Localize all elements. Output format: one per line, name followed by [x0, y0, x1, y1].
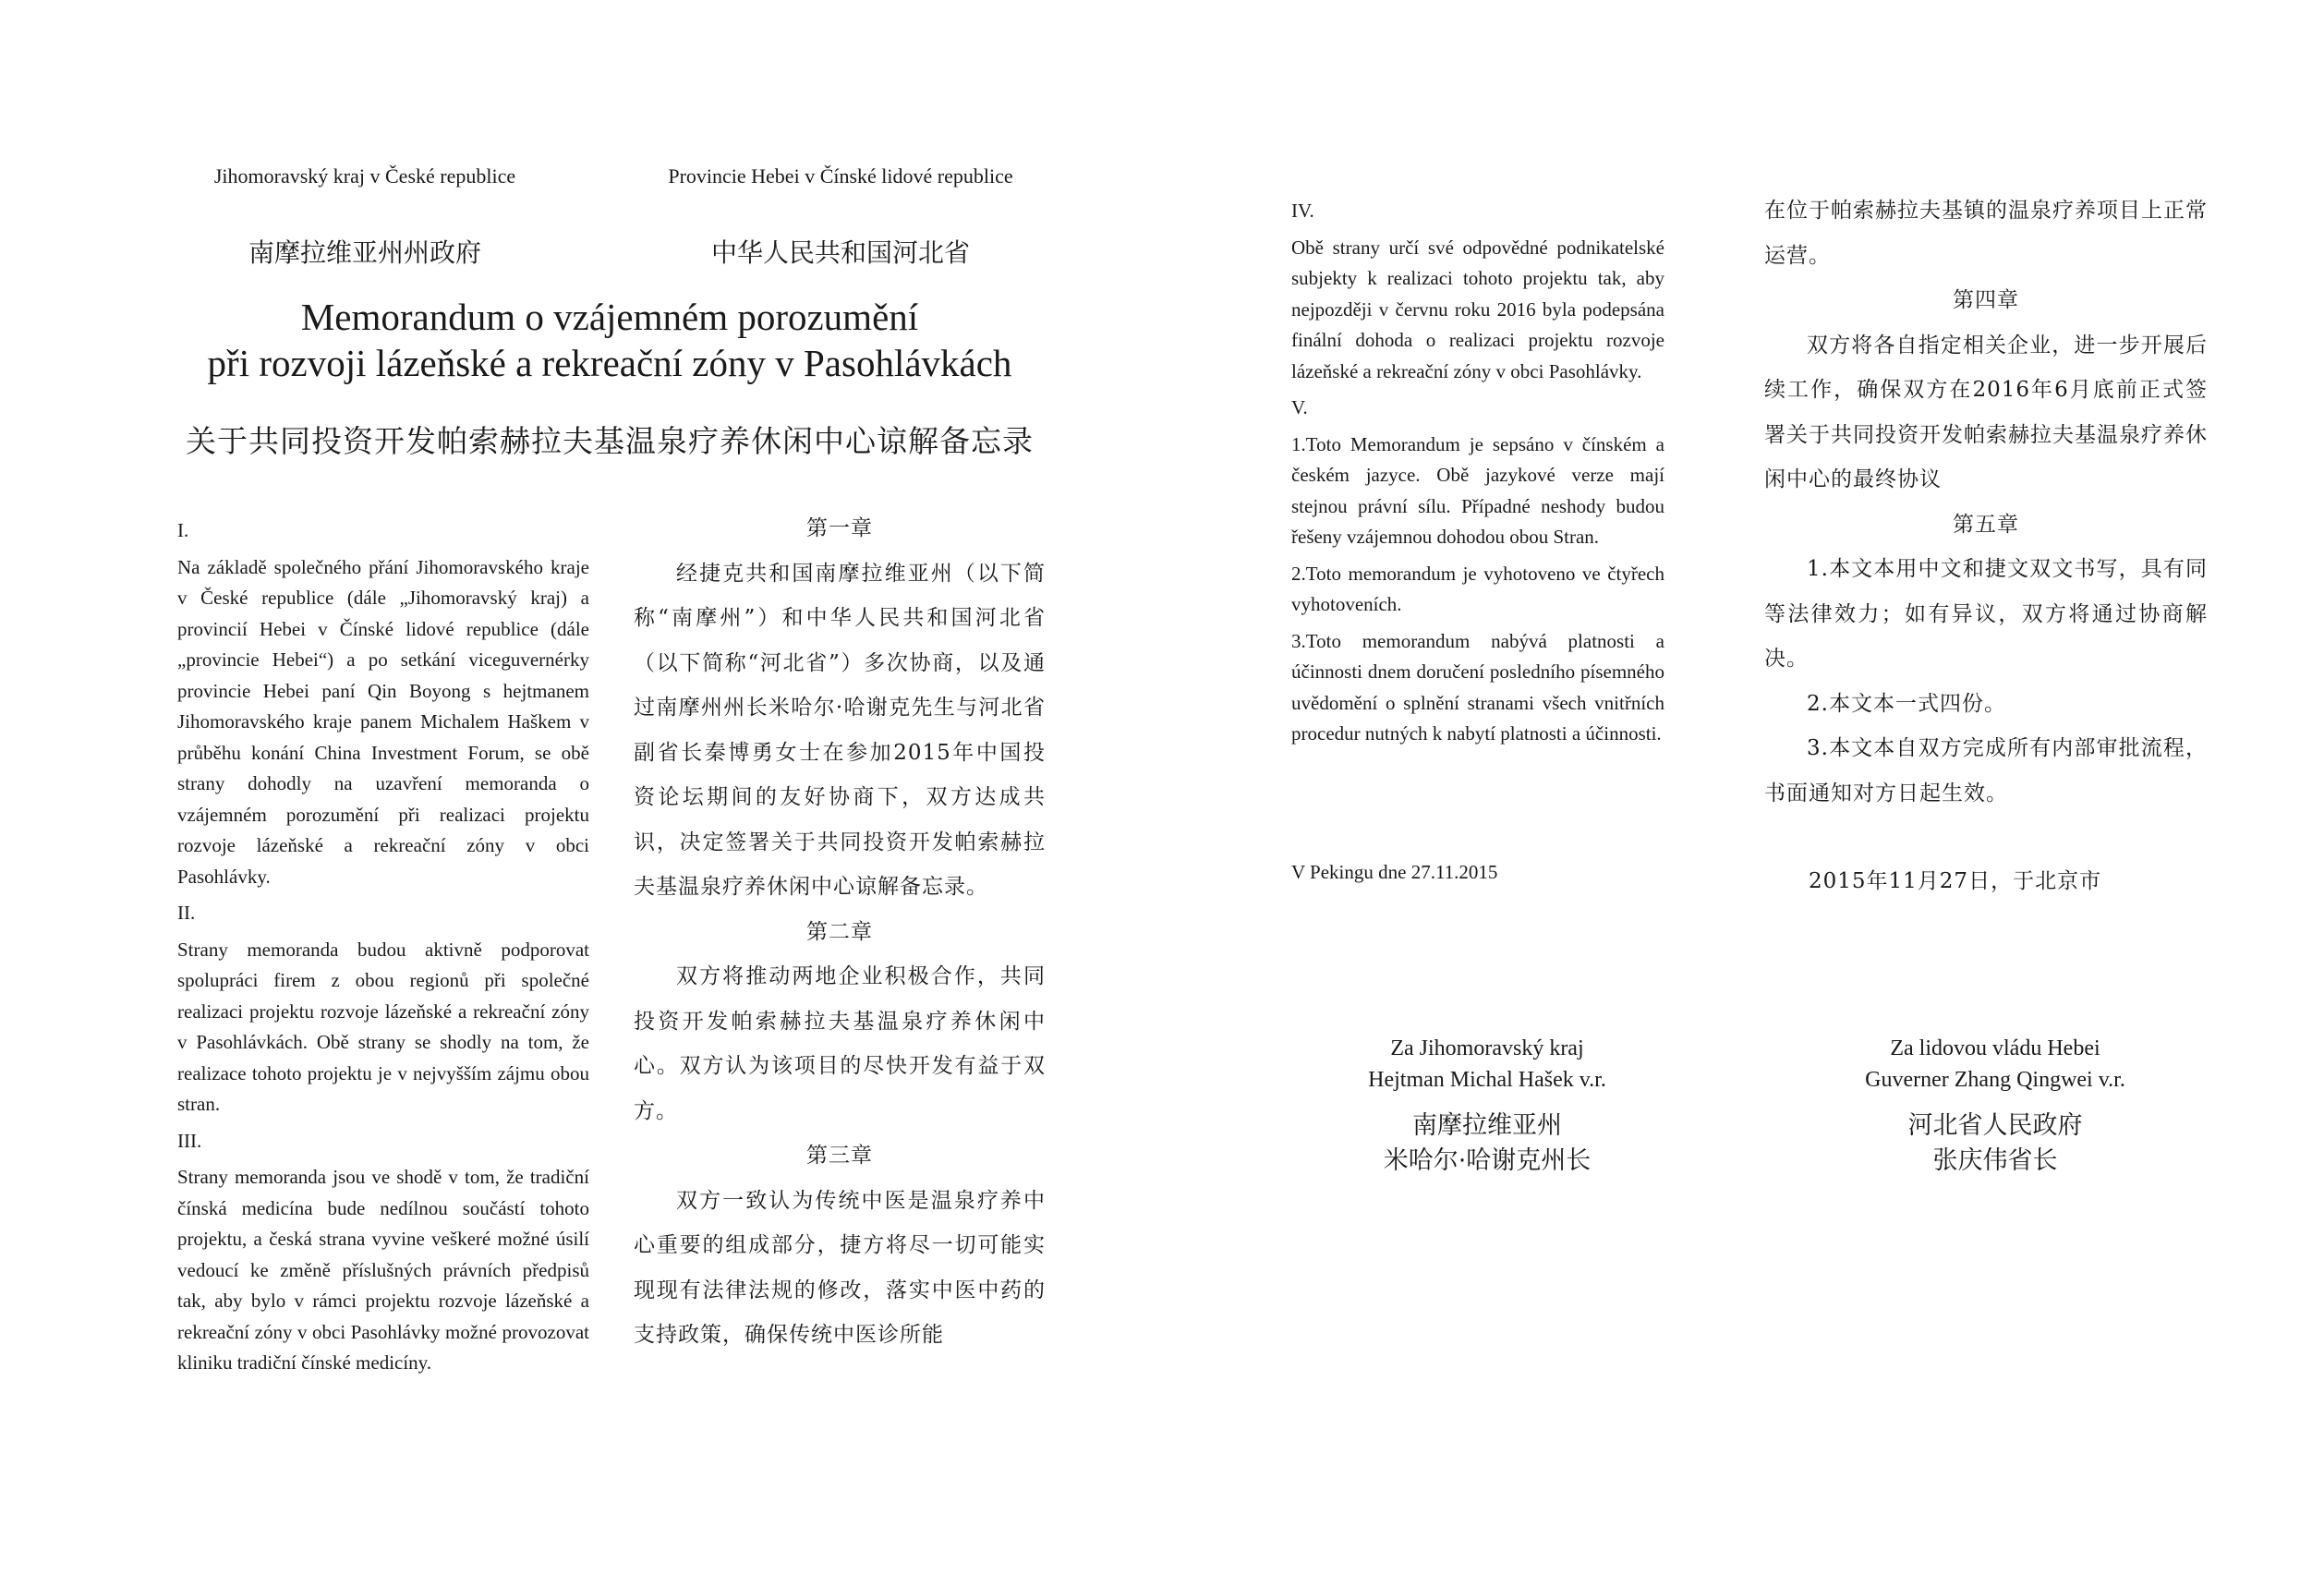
- section-5-paragraph-3: 3.Toto memorandum nabývá platnosti a účinnosti dnem doručení posledního písemného uvědomění o splnění stranami všech vnitřních procedur nutných k nabytí platnosti a účinnosti.: [1291, 629, 1664, 745]
- cz-left-column: [177, 514, 589, 1385]
- section-5-number: V.: [1291, 396, 1308, 418]
- chapter-4-title: 第四章: [1953, 288, 2019, 312]
- title-zh: 关于共同投资开发帕索赫拉夫基温泉疗养休闲中心谅解备忘录: [186, 423, 1034, 459]
- header-right-cz: Provincie Hebei v Čínské lidové republice: [668, 164, 1013, 188]
- chapter-1-title: 第一章: [806, 516, 873, 540]
- header-right-zh: 中华人民共和国河北省: [710, 237, 970, 268]
- section-5-paragraph-2: 2.Toto memorandum je vyhotoveno ve čtyřech vyhotoveních.: [1291, 562, 1664, 615]
- header-left-cz: Jihomoravský kraj v České republice: [213, 164, 516, 188]
- chapter-2-text: 双方将推动两地企业积极合作，共同投资开发帕索赫拉夫基温泉疗养休闲中心。双方认为该项目的尽快开发有益于双方。: [634, 964, 1046, 1123]
- title-cz-line2: při rozvoji lázeňské a rekreační zóny v Pasohlávkách: [207, 342, 1012, 384]
- chapter-3-continuation: 在位于帕索赫拉夫基镇的温泉疗养项目上正常运营。: [1764, 199, 2208, 268]
- signature-right: [1810, 1033, 2180, 1179]
- section-1-number: I.: [177, 519, 189, 541]
- signature-left-cz-line1: Za Jihomoravský kraj: [1390, 1036, 1584, 1060]
- section-3-number: III.: [177, 1129, 202, 1152]
- chapter-5-paragraph-1: 1.本文本用中文和捷文双文书写，具有同等法律效力；如有异议，双方将通过协商解决。: [1764, 557, 2208, 671]
- signature-right-cz-line2: Guverner Zhang Qingwei v.r.: [1865, 1068, 2125, 1092]
- signature-left-cz-line2: Hejtman Michal Hašek v.r.: [1368, 1068, 1606, 1092]
- signature-left-zh-line1: 南摩拉维亚州: [1412, 1111, 1562, 1140]
- zh-left-column: [634, 506, 1046, 1358]
- chapter-1-text: 经捷克共和国南摩拉维亚州（以下简称“南摩州”）和中华人民共和国河北省（以下简称“河北省”）多次协商，以及通过南摩州州长米哈尔·哈谢克先生与河北省副省长秦博勇女士在参加2015年中国投资论坛期间的友好协商下，双方达成共识，决定签署关于共同投资开发帕索赫拉夫基温泉疗养休闲中心谅解备忘录。: [634, 561, 1046, 899]
- zh-date: 2015年11月27日，于北京市: [1809, 869, 2102, 893]
- section-3-text: Strany memoranda jsou ve shodě v tom, že tradiční čínská medicína bude nedílnou součástí tohoto projektu, a česká strana vyvine veškeré možné úsilí vedoucí ke změně příslušných právních předpisů tak, aby bylo v rámci projektu rozvoje lázeňské a rekreační zóny v obci Pasohlávky možné provozovat kliniku tradiční čínské medicíny.: [177, 1166, 589, 1374]
- signature-left: [1312, 1033, 1663, 1179]
- zh-right-column: [1764, 188, 2208, 816]
- chapter-4-text: 双方将各自指定相关企业，进一步开展后续工作，确保双方在2016年6月底前正式签署关于共同投资开发帕索赫拉夫基温泉疗养休闲中心的最终协议: [1764, 333, 2208, 491]
- signature-left-zh-line2: 米哈尔·哈谢克州长: [1383, 1146, 1592, 1175]
- section-4-text: Obě strany určí své odpovědné podnikatelské subjekty k realizaci tohoto projektu tak, aby nejpozději v červnu roku 2016 byla podepsána finální dohoda o realizaci projektu rozvoje lázeňské a rekreační zóny v obci Pasohlávky.: [1291, 236, 1664, 382]
- chapter-2-title: 第二章: [806, 919, 873, 944]
- chapter-5-paragraph-3: 3.本文本自双方完成所有内部审批流程，书面通知对方日起生效。: [1764, 736, 2208, 806]
- cz-date: V Pekingu dne 27.11.2015: [1291, 861, 1498, 883]
- chapter-5-paragraph-2: 2.本文本一式四份。: [1807, 691, 2006, 716]
- signature-right-zh-line1: 河北省人民政府: [1907, 1111, 2083, 1140]
- section-4-number: IV.: [1291, 200, 1314, 222]
- section-2-number: II.: [177, 902, 196, 924]
- title-cz-line1: Memorandum o vzájemném porozumění: [300, 296, 919, 338]
- signature-right-zh-line2: 张庆伟省长: [1932, 1146, 2058, 1175]
- chapter-5-title: 第五章: [1953, 512, 2019, 537]
- section-2-text: Strany memoranda budou aktivně podporovat spolupráci firem z obou regionů při společné realizaci projektu rozvoje lázeňské a rekreační zóny v Pasohlávkách. Obě strany se shodly na tom, že realizace tohoto projektu je v nejvyšším zájmu obou stran.: [177, 938, 589, 1115]
- signature-right-cz-line1: Za lidovou vládu Hebei: [1890, 1036, 2100, 1060]
- chapter-3-text: 双方一致认为传统中医是温泉疗养中心重要的组成部分，捷方将尽一切可能实现现有法律法规的修改，落实中医中药的支持政策，确保传统中医诊所能: [634, 1188, 1046, 1347]
- cz-right-column: [1291, 194, 1664, 756]
- section-1-text: Na základě společného přání Jihomoravského kraje v České republice (dále „Jihomoravský kraj) a provincií Hebei v Čínské lidové republice (dále „provincie Hebei“) a po setkání viceguvernérky provincie Hebei paní Qin Boyong s hejtmanem Jihomoravského kraje panem Michalem Haškem v průběhu konání China Investment Forum, se obě strany dohodly na uzavření memoranda o vzájemném porozumění při realizaci projektu rozvoje lázeňské a rekreační zóny v obci Pasohlávky.: [177, 555, 589, 888]
- header-left-zh: 南摩拉维亚州州政府: [248, 237, 481, 268]
- chapter-3-title: 第三章: [806, 1144, 873, 1168]
- section-5-paragraph-1: 1.Toto Memorandum je sepsáno v čínském a českém jazyce. Obě jazykové verze mají stejnou právní sílu. Případné neshody budou řešeny vzájemnou dohodou obou Stran.: [1291, 432, 1664, 548]
